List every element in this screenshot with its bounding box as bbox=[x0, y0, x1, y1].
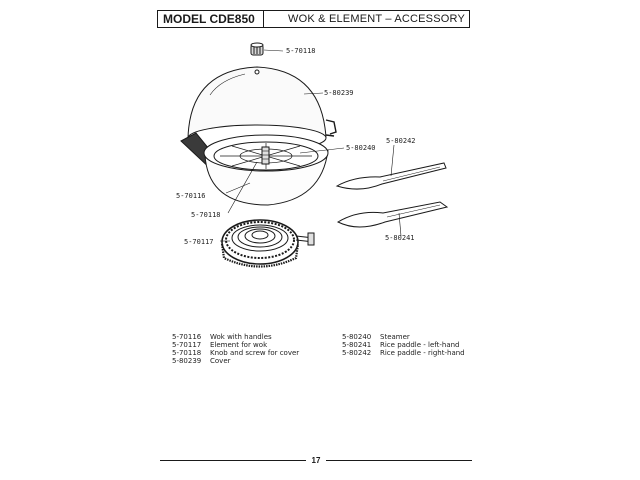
parts-list-right bbox=[342, 333, 465, 357]
part-number: 5-80242 bbox=[342, 349, 372, 357]
parts-row bbox=[172, 333, 299, 341]
part-description: Knob and screw for cover bbox=[210, 349, 300, 357]
part-description: Rice paddle - right-hand bbox=[380, 349, 465, 357]
parts-row bbox=[172, 349, 299, 357]
callout-element: 5-70117 bbox=[184, 238, 214, 246]
rice-paddle-left-illustration bbox=[338, 202, 447, 227]
footer-rule-left bbox=[160, 460, 306, 461]
parts-list-left bbox=[172, 333, 299, 365]
parts-row bbox=[342, 341, 465, 349]
page-footer bbox=[160, 455, 472, 465]
footer-rule-right bbox=[326, 460, 472, 461]
element-illustration bbox=[222, 220, 314, 267]
part-number: 5-70118 bbox=[172, 349, 202, 357]
page-number: 17 bbox=[311, 455, 321, 465]
part-number: 5-80239 bbox=[172, 357, 202, 365]
section-title: WOK & ELEMENT – ACCESSORY bbox=[288, 13, 465, 25]
callout-steamer: 5-80240 bbox=[346, 144, 376, 152]
callout-knob-screw: 5-70118 bbox=[191, 211, 221, 219]
part-description: Cover bbox=[210, 357, 231, 365]
part-description: Steamer bbox=[380, 333, 410, 341]
part-number: 5-80241 bbox=[342, 341, 372, 349]
callout-paddle-left: 5-80241 bbox=[385, 234, 415, 242]
parts-row bbox=[342, 333, 465, 341]
part-description: Element for wok bbox=[210, 341, 268, 349]
callout-paddle-right: 5-80242 bbox=[386, 137, 416, 145]
part-description: Wok with handles bbox=[210, 333, 272, 341]
callout-wok: 5-70116 bbox=[176, 192, 206, 200]
parts-row bbox=[172, 357, 299, 365]
callout-knob: 5-70118 bbox=[286, 47, 316, 55]
part-number: 5-70116 bbox=[172, 333, 202, 341]
callout-cover: 5-80239 bbox=[324, 89, 354, 97]
part-number: 5-80240 bbox=[342, 333, 372, 341]
parts-row bbox=[172, 341, 299, 349]
model-title: MODEL CDE850 bbox=[158, 11, 264, 27]
part-number: 5-70117 bbox=[172, 341, 202, 349]
parts-row bbox=[342, 349, 465, 357]
knob-illustration bbox=[251, 43, 263, 55]
part-description: Rice paddle - left-hand bbox=[380, 341, 460, 349]
rice-paddle-right-illustration bbox=[337, 163, 446, 189]
